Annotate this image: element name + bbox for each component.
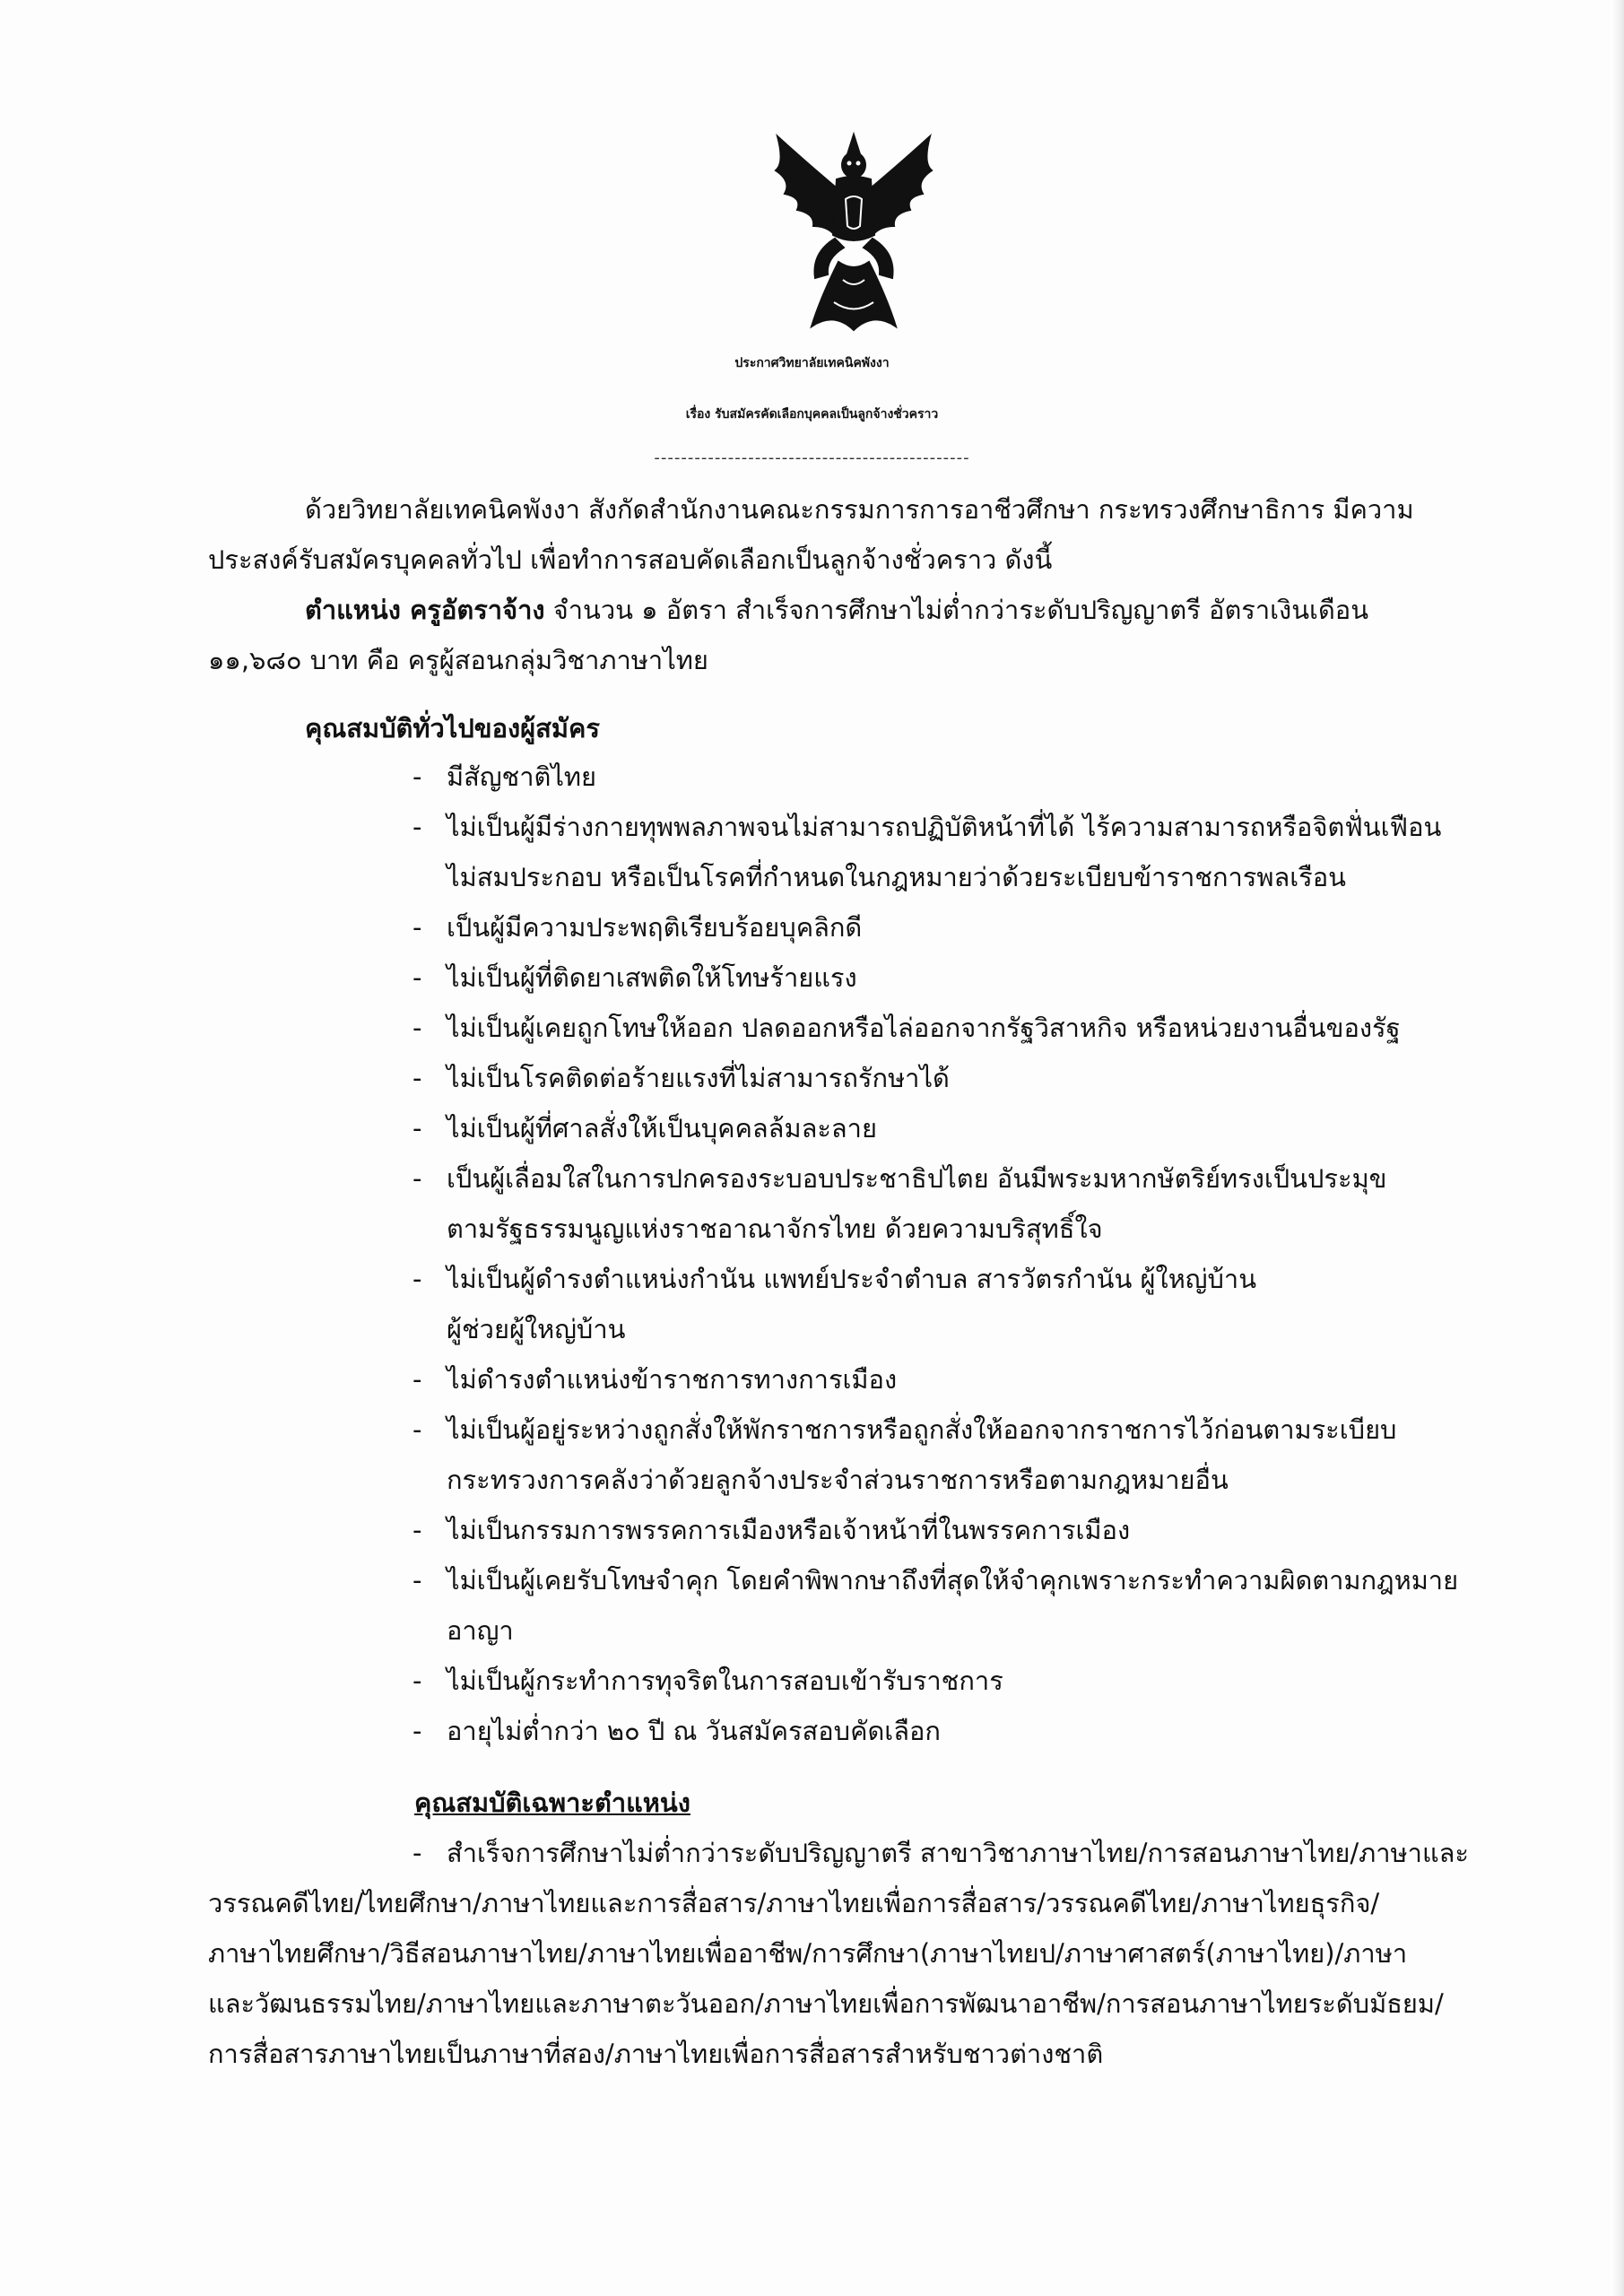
position-label: ตำแหน่ง ครูอัตราจ้าง: [305, 595, 545, 625]
specific-line-1: สำเร็จการศึกษาไม่ต่ำกว่าระดับปริญญาตรี สาขาวิชาภาษาไทย/การสอนภาษาไทย/ภาษาและ: [447, 1838, 1469, 1868]
list-dash: -: [413, 1515, 422, 1545]
specific-line-5: การสื่อสารภาษาไทยเป็นภาษาที่สอง/ภาษาไทยเพื่อการสื่อสารสำหรับชาวต่างชาติ: [208, 2039, 1104, 2069]
position-line-1-rest: จำนวน ๑ อัตรา สำเร็จการศึกษาไม่ต่ำกว่าระดับปริญญาตรี อัตราเงินเดือน: [544, 595, 1369, 625]
list-item: ไม่เป็นผู้เคยถูกโทษให้ออก ปลดออกหรือไล่ออกจากรัฐวิสาหกิจ หรือหน่วยงานอื่นของรัฐ: [447, 1013, 1401, 1043]
list-item: ไม่ดำรงตำแหน่งข้าราชการทางการเมือง: [447, 1364, 898, 1395]
list-item: มีสัญชาติไทย: [447, 761, 597, 792]
specific-line-3: ภาษาไทยศึกษา/วิธีสอนภาษาไทย/ภาษาไทยเพื่ออาชีพ/การศึกษา(ภาษาไทยป/ภาษาศาสตร์(ภาษาไทย)/ภาษา: [208, 1938, 1408, 1969]
list-item: ไม่เป็นกรรมการพรรคการเมืองหรือเจ้าหน้าที่ในพรรคการเมือง: [447, 1515, 1131, 1545]
list-dash: -: [413, 1113, 422, 1144]
list-item: ไม่เป็นผู้เคยรับโทษจำคุก โดยคำพิพากษาถึงที่สุดให้จำคุกเพราะกระทำความผิดตามกฎหมาย: [447, 1565, 1459, 1596]
garuda-emblem-icon: [758, 127, 951, 334]
list-dash: -: [413, 1264, 422, 1294]
list-dash: -: [413, 1013, 422, 1043]
list-item: เป็นผู้มีความประพฤติเรียบร้อยบุคลิกดี: [447, 912, 863, 943]
list-item: ไม่เป็นผู้กระทำการทุจริตในการสอบเข้ารับราชการ: [447, 1665, 1003, 1696]
list-dash: -: [413, 1414, 422, 1445]
general-qualifications-heading: คุณสมบัติทั่วไปของผู้สมัคร: [305, 713, 600, 744]
list-item: ไม่เป็นผู้อยู่ระหว่างถูกสั่งให้พักราชการหรือถูกสั่งให้ออกจากราชการไว้ก่อนตามระเบียบ: [447, 1414, 1397, 1445]
list-item-continuation: ตามรัฐธรรมนูญแห่งราชอาณาจักรไทย ด้วยความบริสุทธิ์ใจ: [447, 1213, 1103, 1244]
list-dash: -: [413, 1063, 422, 1093]
title-separator: -----------------------------------------------: [654, 448, 970, 467]
intro-line-2: ประสงค์รับสมัครบุคคลทั่วไป เพื่อทำการสอบคัดเลือกเป็นลูกจ้างชั่วคราว ดังนี้: [208, 544, 1053, 575]
list-dash: -: [413, 761, 422, 792]
scan-edge: [1611, 0, 1624, 2296]
list-item: ไม่เป็นผู้ที่ศาลสั่งให้เป็นบุคคลล้มละลาย: [447, 1113, 877, 1144]
list-dash: -: [413, 1163, 422, 1194]
specific-line-2: วรรณคดีไทย/ไทยศึกษา/ภาษาไทยและการสื่อสาร/ภาษาไทยเพื่อการสื่อสาร/วรรณคดีไทย/ภาษาไทยธุรกิจ/: [208, 1888, 1380, 1918]
list-item: ไม่เป็นผู้ดำรงตำแหน่งกำนัน แพทย์ประจำตำบล สารวัตรกำนัน ผู้ใหญ่บ้าน: [447, 1264, 1257, 1294]
list-dash: -: [413, 1716, 422, 1746]
list-dash: -: [413, 1665, 422, 1696]
position-line-1: [305, 592, 1368, 628]
list-item: ไม่เป็นผู้ที่ติดยาเสพติดให้โทษร้ายแรง: [447, 962, 857, 993]
specific-line-4: และวัฒนธรรมไทย/ภาษาไทยและภาษาตะวันออก/ภาษาไทยเพื่อการพัฒนาอาชีพ/การสอนภาษาไทยระดับมัธยม/: [208, 1988, 1444, 2019]
list-item-continuation: ผู้ช่วยผู้ใหญ่บ้าน: [447, 1314, 626, 1344]
list-item: ไม่เป็นผู้มีร่างกายทุพพลภาพจนไม่สามารถปฏิบัติหน้าที่ได้ ไร้ความสามารถหรือจิตฟั่นเฟือน: [447, 812, 1442, 842]
list-item-continuation: กระทรวงการคลังว่าด้วยลูกจ้างประจำส่วนราชการหรือตามกฎหมายอื่น: [447, 1465, 1229, 1495]
document-title: ประกาศวิทยาลัยเทคนิคพังงา: [734, 356, 890, 370]
list-dash: -: [413, 1565, 422, 1596]
document-subject: เรื่อง รับสมัครคัดเลือกบุคคลเป็นลูกจ้างชั่วคราว: [685, 407, 939, 422]
list-item-continuation: ไม่สมประกอบ หรือเป็นโรคที่กำหนดในกฎหมายว่าด้วยระเบียบข้าราชการพลเรือน: [447, 862, 1346, 892]
list-dash: -: [413, 962, 422, 993]
list-item: เป็นผู้เลื่อมใสในการปกครองระบอบประชาธิปไตย อันมีพระมหากษัตริย์ทรงเป็นประมุข: [447, 1163, 1387, 1194]
list-dash: -: [413, 812, 422, 842]
list-dash: -: [413, 912, 422, 943]
specific-qualifications-heading: คุณสมบัติเฉพาะตำแหน่ง: [414, 1787, 690, 1818]
list-item-continuation: อาญา: [447, 1615, 514, 1646]
list-dash: -: [413, 1364, 422, 1395]
list-item: อายุไม่ต่ำกว่า ๒๐ ปี ณ วันสมัครสอบคัดเลือก: [447, 1716, 941, 1746]
list-item: ไม่เป็นโรคติดต่อร้ายแรงที่ไม่สามารถรักษาได้: [447, 1063, 950, 1093]
position-line-2: ๑๑,๖๘๐ บาท คือ ครูผู้สอนกลุ่มวิชาภาษาไทย: [208, 645, 708, 675]
intro-line-1: ด้วยวิทยาลัยเทคนิคพังงา สังกัดสำนักงานคณะกรรมการการอาชีวศึกษา กระทรวงศึกษาธิการ มีความ: [305, 494, 1414, 525]
list-dash: -: [413, 1838, 422, 1868]
